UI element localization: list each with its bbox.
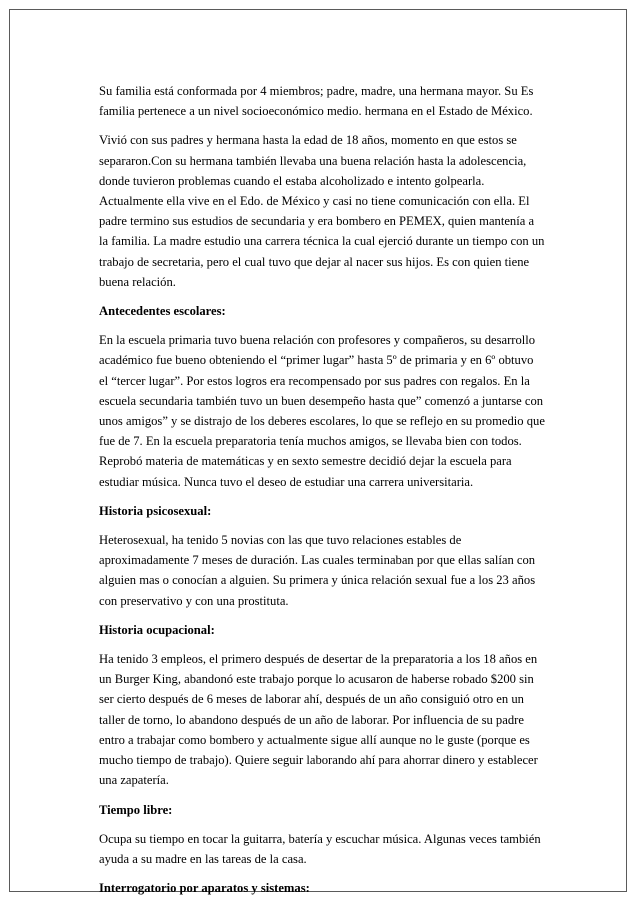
text-line: unos amigos” y se distrajo de los deberes escolares, lo que se reflejo en su promedio que <box>99 414 545 429</box>
paragraph-tiempo-libre <box>99 829 561 869</box>
text-line: entro a trabajar como bombero y actualmente sigue allí aunque no le guste (porque es <box>99 732 530 747</box>
text-line: una zapatería. <box>99 773 169 788</box>
text-line: Reprobó materia de matemáticas y en sexto semestre decidió dejar la escuela para <box>99 454 512 469</box>
text-line: con preservativo y con una prostituta. <box>99 593 289 608</box>
heading-historia-ocupacional: Historia ocupacional: <box>99 622 215 637</box>
text-line: trabajo de secretaria, pero el cual tuvo que dejar al nacer sus hijos. Es con quien tiene <box>99 254 530 269</box>
text-line: separaron.Con su hermana también llevaba una buena relación hasta la adolescencia, <box>99 153 527 168</box>
text-line: Heterosexual, ha tenido 5 novias con las que tuvo relaciones estables de <box>99 533 462 548</box>
page-frame <box>9 9 627 896</box>
paragraph-psicosexual <box>99 530 561 611</box>
text-line: fue de 7. En la escuela preparatoria tenía muchos amigos, se llevaba bien con todos. <box>99 434 522 449</box>
text-line: la familia. La madre estudio una carrera técnica la cual ejerció durante un tiempo con un <box>99 234 545 249</box>
text-line: donde tuvieron problemas cuando el estaba alcoholizado e intento golpearla. <box>99 173 485 188</box>
paragraph-ocupacional <box>99 649 561 790</box>
text-line: buena relación. <box>99 274 176 289</box>
text-line: Actualmente ella vive en el Edo. de México y casi no tiene comunicación con ella. El <box>99 194 530 209</box>
text-line: académico fue bueno obteniendo el “primer lugar” hasta 5º de primaria y en 6º obtuvo <box>99 353 534 368</box>
text-line: ayuda a su madre en las tareas de la casa. <box>99 851 307 866</box>
text-line: escuela secundaria también tuvo un buen desempeño hasta que” comenzó a juntarse con <box>99 393 544 408</box>
text-line: mucho tiempo de trabajo). Quiere seguir laborando ahí para ahorrar dinero y establecer <box>99 753 538 768</box>
text-line: aproximadamente 7 meses de duración. Las cuales terminaban por que ellas salían con <box>99 553 536 568</box>
paragraph-convivencia <box>99 130 561 292</box>
text-line: Ocupa su tiempo en tocar la guitarra, batería y escuchar música. Algunas veces también <box>99 831 541 846</box>
heading-antecedentes-escolares: Antecedentes escolares: <box>99 304 226 319</box>
text-line: un Burger King, abandonó este trabajo porque lo acusaron de haberse robado $200 sin <box>99 672 534 687</box>
text-line: Su familia está conformada por 4 miembros; padre, madre, una hermana mayor. Su Es <box>99 84 534 98</box>
document-body <box>99 81 561 907</box>
text-line: ser cierto después de 6 meses de laborar ahí, después de un año consiguió otro en un <box>99 692 524 707</box>
paragraph-escolares <box>99 330 561 492</box>
heading-interrogatorio: Interrogatorio por aparatos y sistemas: <box>99 881 310 896</box>
text-line: alguien mas o conocían a alguien. Su primera y única relación sexual fue a los 23 años <box>99 573 536 588</box>
text-line: Ha tenido 3 empleos, el primero después de desertar de la preparatoria a los 18 años en <box>99 652 538 667</box>
text-line: En la escuela primaria tuvo buena relación con profesores y compañeros, su desarrollo <box>99 333 536 348</box>
paragraph-familia <box>99 81 561 121</box>
text-line: padre termino sus estudios de secundaria y era bombero en PEMEX, quien mantenía a <box>99 214 535 229</box>
text-line: Vivió con sus padres y hermana hasta la edad de 18 años, momento en que estos se <box>99 133 517 148</box>
heading-historia-psicosexual: Historia psicosexual: <box>99 503 212 518</box>
text-line: taller de torno, lo abandono después de un año de laborar. Por influencia de su padre <box>99 712 524 727</box>
heading-tiempo-libre: Tiempo libre: <box>99 802 173 817</box>
text-line: el “tercer lugar”. Por estos logros era recompensado por sus padres con regalos. En la <box>99 373 530 388</box>
text-line: familia pertenece a un nivel socioeconómico medio. hermana en el Estado de México. <box>99 104 533 119</box>
text-line: estudiar música. Nunca tuvo el deseo de estudiar una carrera universitaria. <box>99 474 474 489</box>
